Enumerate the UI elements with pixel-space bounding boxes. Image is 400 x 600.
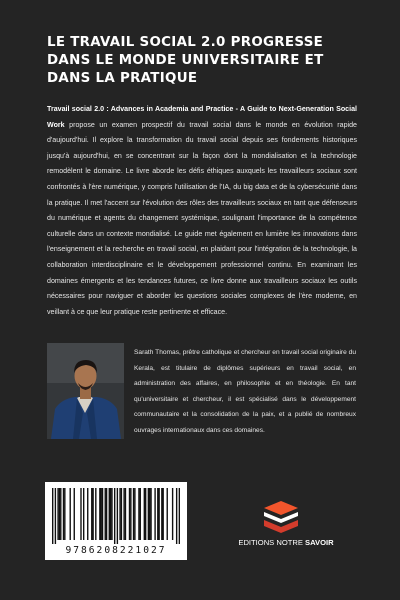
barcode-bar <box>70 488 71 540</box>
barcode-bar <box>63 488 64 540</box>
author-photo <box>47 343 124 439</box>
publisher-name <box>226 538 346 547</box>
barcode-bar <box>167 488 168 540</box>
barcode-bar <box>101 488 102 540</box>
barcode-bar <box>148 488 149 540</box>
barcode-bars <box>52 488 180 544</box>
barcode-bar <box>119 488 120 540</box>
barcode-bar <box>158 488 159 540</box>
barcode-bar <box>176 488 177 544</box>
barcode <box>45 482 187 560</box>
book-description <box>47 102 357 320</box>
barcode-bar <box>52 488 53 544</box>
barcode-bar <box>144 488 145 540</box>
barcode-bar <box>55 488 56 544</box>
barcode-bar <box>157 488 158 540</box>
barcode-bar <box>161 488 162 540</box>
publisher-name-regular: EDITIONS NOTRE <box>238 538 306 547</box>
barcode-bar <box>125 488 126 540</box>
barcode-bar <box>91 488 92 540</box>
barcode-bar <box>133 488 134 540</box>
barcode-bar <box>121 488 122 540</box>
barcode-bar <box>102 488 103 540</box>
barcode-bar <box>95 488 96 540</box>
barcode-bar <box>105 488 106 540</box>
barcode-bar <box>59 488 60 540</box>
barcode-bar <box>154 488 155 540</box>
barcode-bar <box>99 488 100 540</box>
barcode-bar <box>179 488 180 544</box>
barcode-bar <box>64 488 65 540</box>
barcode-bar <box>138 488 139 540</box>
publisher-name-bold: SAVOIR <box>305 538 334 547</box>
barcode-bar <box>110 488 111 540</box>
barcode-bar <box>149 488 150 540</box>
barcode-bar <box>111 488 112 540</box>
barcode-bar <box>129 488 130 540</box>
book-title-line: LE TRAVAIL SOCIAL 2.0 PROGRESSE <box>47 35 324 50</box>
isbn-number: 9786208221027 <box>65 545 167 556</box>
barcode-bar <box>80 488 81 540</box>
barcode-bar <box>123 488 124 540</box>
barcode-bar <box>140 488 141 540</box>
barcode-bar <box>109 488 110 540</box>
book-title-line: DANS LA PRATIQUE <box>47 71 198 86</box>
publisher-logo-icon <box>263 500 299 534</box>
description-body: propose un examen prospectif du travail social dans le monde en évolution rapide d'aujourd'hui. Il explore la transformation du travail social depuis ses fondements historiques jusqu'à aujourd'hui, en se concentrant sur la façon dont la mondialisation et la technologie remodèlent le domaine. Le livre aborde les défis éthiques auxquels les travailleurs sociaux sont confrontés à l'ère numérique, y compris l'utilisation de l'IA, du big data et de la cybersécurité dans la pratique. Il met l'accent sur l'évolution des rôles des travailleurs sociaux en tant que défenseurs du numérique et agents du changement systémique, soulignant l'importance de la compétence culturelle dans un contexte mondialisé. Le guide met également en lumière les innovations dans l'enseignement et la recherche en travail social, en plaidant pour l'intégration de la technologie, la collaboration interdisciplinaire et le développement professionnel continu. En examinant les domaines émergents et les tendances futures, ce livre donne aux travailleurs sociaux les outils nécessaires pour naviguer et aborder les questions sociales complexes de l'ère moderne, en veillant à ce que leur pratique reste pertinente et efficace. <box>47 120 357 316</box>
barcode-bar <box>106 488 107 540</box>
barcode-bar <box>83 488 84 540</box>
barcode-bar <box>172 488 173 540</box>
barcode-bar <box>150 488 151 540</box>
barcode-bar <box>92 488 93 540</box>
barcode-bar <box>162 488 163 540</box>
barcode-bar <box>60 488 61 540</box>
barcode-bar <box>57 488 58 540</box>
barcode-bar <box>114 488 115 544</box>
book-title <box>47 34 367 88</box>
book-title-line: DANS LE MONDE UNIVERSITAIRE ET <box>47 53 324 68</box>
barcode-bar <box>134 488 135 540</box>
barcode-bar <box>117 488 118 544</box>
barcode-bar <box>87 488 88 540</box>
author-bio: Sarath Thomas, prêtre catholique et chercheur en travail social originaire du Kerala, est titulaire de diplômes supérieurs en travail social, en administration des affaires, en philosophie et en théologie. En tant qu'universitaire et chercheur, il est spécialisé dans le développement communautaire et la consolidation de la paix, et a publié de nombreux ouvrages internationaux dans ces domaines. <box>134 349 356 434</box>
barcode-bar <box>130 488 131 540</box>
barcode-bar <box>145 488 146 540</box>
description-lead: Travail social 2.0 : Advances in Academia and Practice - A Guide to Next-Generation Social Work <box>47 105 357 129</box>
barcode-bar <box>74 488 75 540</box>
